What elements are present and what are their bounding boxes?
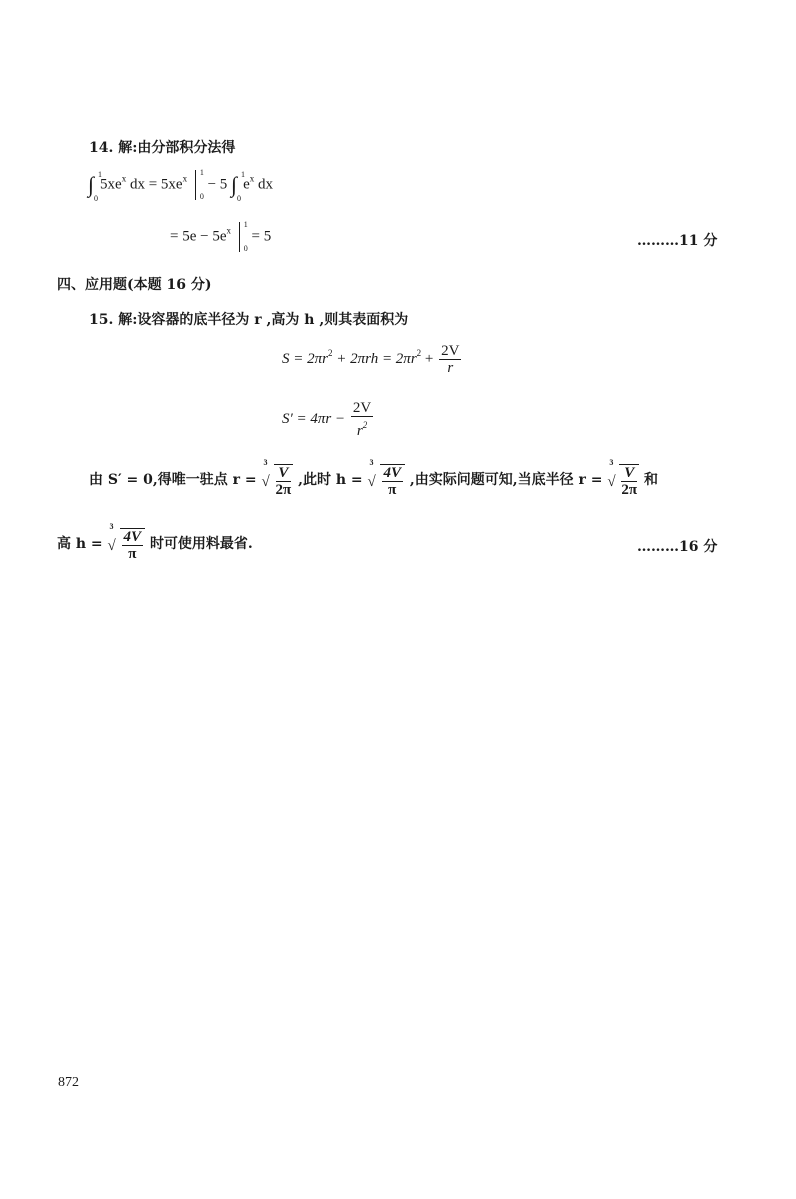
exponent-x: x <box>249 173 255 184</box>
bar-lower-limit: 0 <box>199 192 204 201</box>
exponent-2: 2 <box>362 420 368 430</box>
q15-heading: 15. 解:设容器的底半径为 r ,高为 h ,则其表面积为 <box>89 312 409 328</box>
q15-derivative-equation <box>282 400 375 439</box>
exponent-x: x <box>121 173 127 184</box>
root-index: 3 <box>369 458 374 467</box>
numerator: 4V <box>123 529 142 545</box>
denominator: 2π <box>275 482 292 498</box>
integral-lower-limit-2: 0 <box>237 194 242 203</box>
integral-sign: ∫ 1 0 <box>88 170 102 203</box>
page-number: 872 <box>58 1075 79 1090</box>
denominator <box>351 417 373 439</box>
bar-upper-limit-2: 1 <box>243 220 248 229</box>
root-index: 3 <box>609 458 614 467</box>
q15-score: ………16 分 <box>637 539 718 555</box>
denominator: r <box>447 360 454 376</box>
q15-conclusion-line <box>57 522 253 562</box>
cube-root-v-over-2pi <box>261 458 294 498</box>
cube-root-v-over-2pi-2 <box>607 458 639 498</box>
exponent-x: x <box>182 173 188 184</box>
numerator: 4V <box>383 465 402 481</box>
evaluation-bar <box>195 168 204 201</box>
section-4-heading: 四、应用题(本题 16 分) <box>57 277 212 293</box>
differential: dx <box>129 176 145 193</box>
root-index: 3 <box>263 458 268 467</box>
bar-upper-limit: 1 <box>199 168 204 177</box>
denominator: π <box>128 546 137 562</box>
differential-2: dx <box>258 176 273 193</box>
denominator-r: r <box>356 423 363 439</box>
eq1-left: S = 2πr <box>282 350 328 367</box>
plus-sign: + <box>424 350 434 367</box>
line3-text-d: 和 <box>643 472 658 488</box>
boundary-term: = 5xe <box>148 176 183 193</box>
q14-score: ………11 分 <box>637 233 718 249</box>
q14-equation-line-1 <box>88 168 273 203</box>
line3-text-c: ,由实际问题可知,当底半径 r = <box>409 472 603 488</box>
integrand-2: e <box>243 176 250 193</box>
q15-surface-area-equation <box>282 343 463 376</box>
final-value: = 5 <box>251 228 272 245</box>
exponent-2: 2 <box>416 347 422 358</box>
radical-sign: √ <box>261 474 270 490</box>
integrand: 5xe <box>100 176 122 193</box>
numerator: 2V <box>352 400 372 416</box>
numerator: V <box>276 465 292 482</box>
eq2-left: S′ = 4πr − <box>282 410 346 427</box>
line4-text-a: 高 h = <box>57 536 103 552</box>
line3-text-a: 由 S′ = 0,得唯一驻点 r = <box>89 472 257 488</box>
minus-term: − 5 <box>207 176 228 193</box>
result-expression: = 5e − 5e <box>170 228 227 245</box>
bar-lower-limit-2: 0 <box>243 244 248 253</box>
radical-sign: √ <box>367 474 376 490</box>
numerator: 2V <box>441 343 460 359</box>
root-index: 3 <box>109 522 114 531</box>
cube-root-4v-over-pi <box>367 458 406 498</box>
radical-sign: √ <box>607 474 616 490</box>
eq1-mid: + 2πrh = 2πr <box>336 350 417 367</box>
fraction-2v-over-r <box>439 343 461 376</box>
line4-text-b: 时可使用料最省. <box>149 536 253 552</box>
q14-equation-line-2 <box>170 222 271 252</box>
integral-lower-limit: 0 <box>94 194 98 203</box>
integral-sign-2: ∫ 1 0 <box>231 170 246 203</box>
line3-text-b: ,此时 h = <box>298 472 363 488</box>
numerator: V <box>621 465 637 482</box>
denominator: 2π <box>621 482 638 498</box>
denominator: π <box>388 482 397 498</box>
evaluation-bar-2 <box>239 220 248 253</box>
fraction-2v-over-r2 <box>351 400 373 439</box>
integral-upper-limit: 1 <box>98 170 102 179</box>
radical-sign: √ <box>107 538 116 554</box>
q14-heading: 14. 解:由分部积分法得 <box>89 140 236 156</box>
exponent-2: 2 <box>327 347 333 358</box>
q15-stationary-point-line <box>89 458 658 498</box>
cube-root-4v-over-pi-2 <box>107 522 146 562</box>
integral-upper-limit-2: 1 <box>241 170 246 179</box>
exponent-x: x <box>226 225 231 236</box>
